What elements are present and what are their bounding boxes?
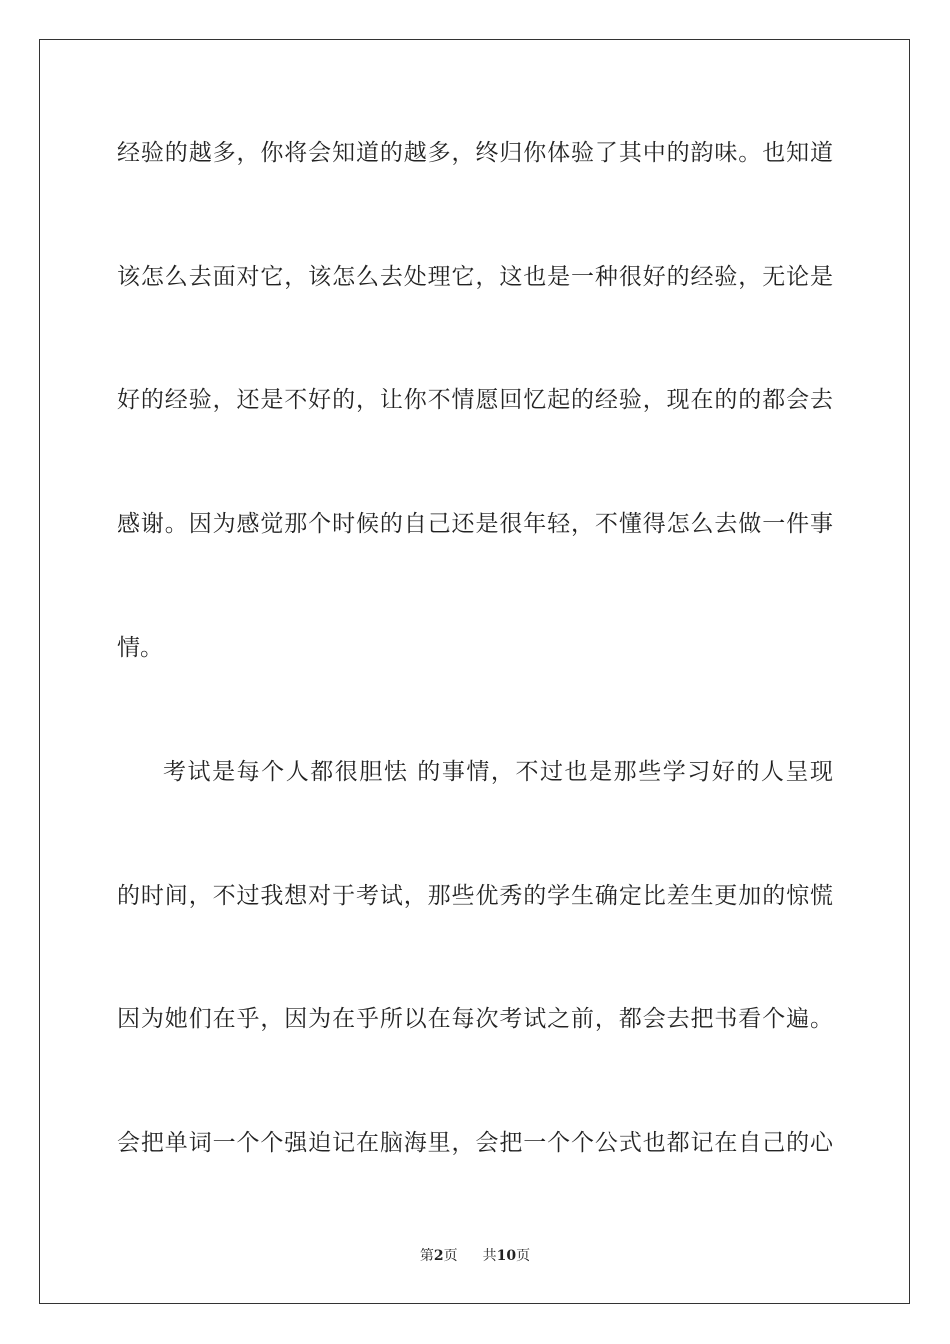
page-suffix: 页 <box>443 1248 458 1264</box>
page-number: 2 <box>433 1248 444 1264</box>
paragraph-first-line: 考试是每个人都很胆怯 的事情，不过也是那些学习好的人呈现 <box>163 759 833 785</box>
total-suffix: 页 <box>516 1248 531 1264</box>
body-text-line: 感谢。因为感觉那个时候的自己还是很年轻，不懂得怎么去做一件事 <box>117 511 833 537</box>
total-prefix: 共 <box>482 1248 497 1264</box>
body-text-line: 好的经验，还是不好的，让你不情愿回忆起的经验，现在的的都会去 <box>117 387 833 413</box>
page-footer <box>0 1247 950 1265</box>
body-text-line: 经验的越多，你将会知道的越多，终归你体验了其中的韵味。也知道 <box>117 140 833 166</box>
page-prefix: 第 <box>419 1248 434 1264</box>
body-text-line: 因为她们在乎，因为在乎所以在每次考试之前，都会去把书看个遍。 <box>117 1006 833 1032</box>
body-text-line: 该怎么去面对它，该怎么去处理它，这也是一种很好的经验，无论是 <box>117 264 833 290</box>
total-pages: 10 <box>496 1248 517 1264</box>
page-border <box>39 39 910 1304</box>
body-text-line: 情。 <box>117 635 163 661</box>
body-text-line: 的时间，不过我想对于考试，那些优秀的学生确定比差生更加的惊慌 <box>117 883 833 909</box>
body-text-line: 会把单词一个个强迫记在脑海里，会把一个个公式也都记在自己的心 <box>117 1130 833 1156</box>
